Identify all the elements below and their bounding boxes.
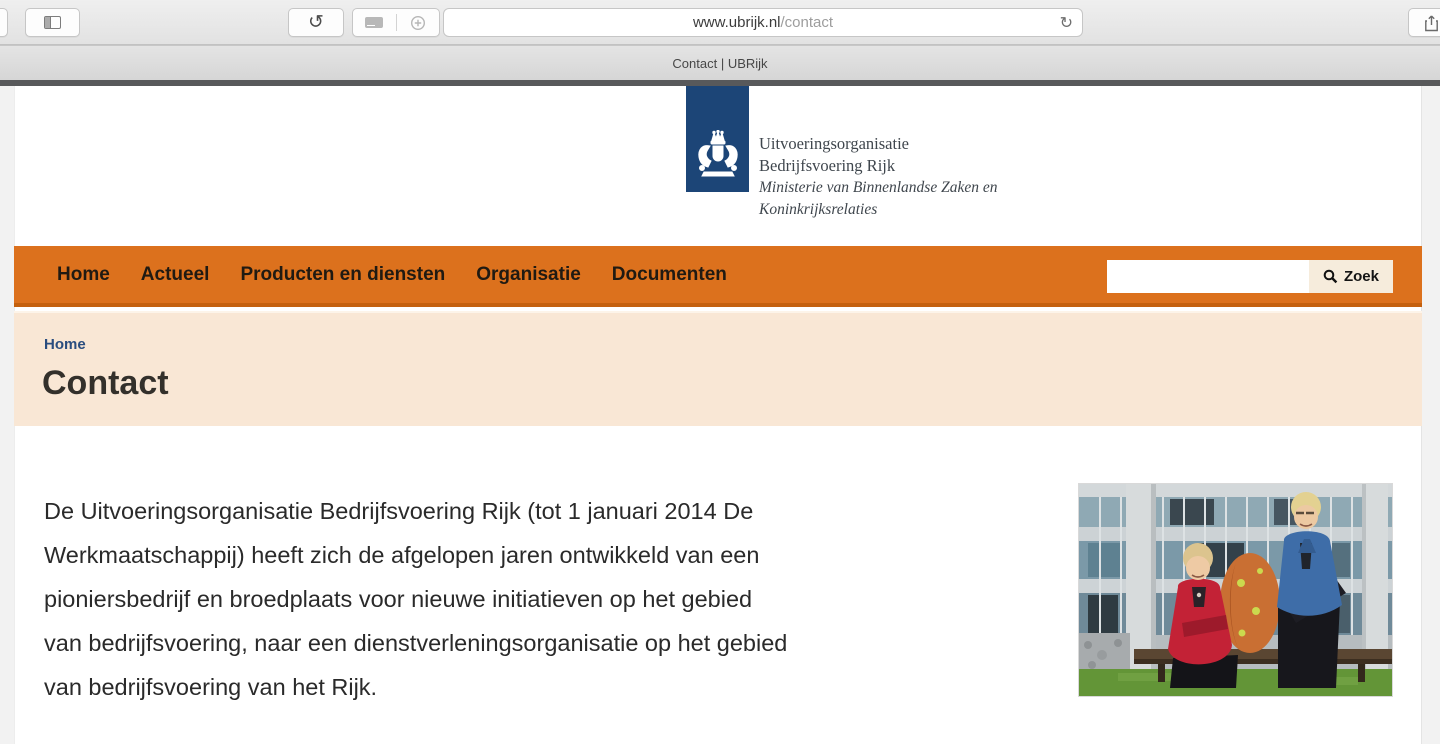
reader-card-icon bbox=[365, 17, 383, 28]
reader-card-button[interactable] bbox=[353, 9, 396, 36]
main-navigation bbox=[14, 246, 1422, 307]
url-host: www.ubrijk.nl bbox=[692, 14, 781, 31]
title-band bbox=[14, 311, 1422, 426]
logo-org-line2: Bedrijfsvoering Rijk bbox=[759, 156, 896, 175]
history-button[interactable] bbox=[288, 8, 344, 37]
search-input[interactable] bbox=[1107, 260, 1309, 293]
magnifier-icon bbox=[1323, 269, 1338, 284]
share-icon bbox=[1424, 14, 1439, 32]
page-title: Contact bbox=[42, 364, 169, 402]
page-refresh-icon[interactable]: ↻ bbox=[1059, 15, 1073, 32]
logo-ministry-line1: Ministerie van Binnenlandse Zaken en bbox=[759, 179, 998, 196]
logo-ministry-line2: Koninkrijksrelaties bbox=[759, 201, 878, 218]
browser-toolbar bbox=[0, 0, 1440, 45]
intro-paragraph bbox=[44, 489, 787, 709]
intro-line: Werkmaatschappij) heeft zich de afgelopen jaren ontwikkeld van een bbox=[44, 542, 760, 568]
nav-item-producten-en-diensten[interactable]: Producten en diensten bbox=[240, 263, 446, 285]
history-back-icon: ↺ bbox=[308, 12, 324, 33]
back-button-partial[interactable] bbox=[0, 8, 8, 37]
tab-bar bbox=[0, 45, 1440, 80]
search-button[interactable] bbox=[1309, 260, 1393, 293]
coat-of-arms-icon bbox=[690, 130, 746, 180]
contact-photo bbox=[1078, 483, 1393, 697]
logo-wordmark bbox=[759, 133, 997, 221]
nav-item-actueel[interactable]: Actueel bbox=[140, 263, 210, 285]
url-path: /contact bbox=[780, 14, 834, 31]
intro-line: pioniersbedrijf en broedplaats voor nieuwe initiatieven op het gebied bbox=[44, 586, 753, 612]
tab-tools-segment bbox=[352, 8, 440, 37]
tab-contact[interactable]: Contact | UBRijk bbox=[672, 55, 768, 71]
intro-line: van bedrijfsvoering, naar een dienstverleningsorganisatie op het gebied bbox=[44, 630, 788, 656]
new-tab-button[interactable] bbox=[396, 9, 439, 36]
address-bar[interactable] bbox=[443, 8, 1083, 37]
nav-item-home[interactable]: Home bbox=[57, 263, 110, 285]
nav-item-organisatie[interactable]: Organisatie bbox=[476, 263, 581, 285]
site-search bbox=[1107, 260, 1393, 293]
circle-plus-icon bbox=[410, 15, 426, 31]
logo-org-line1: Uitvoeringsorganisatie bbox=[759, 134, 909, 153]
intro-line: van bedrijfsvoering van het Rijk. bbox=[44, 674, 378, 700]
nav-menu bbox=[14, 264, 727, 286]
sidebar-toggle-button[interactable] bbox=[25, 8, 80, 37]
intro-line: De Uitvoeringsorganisatie Bedrijfsvoering Rijk (tot 1 januari 2014 De bbox=[44, 498, 754, 524]
rijksoverheid-logo-banner[interactable] bbox=[686, 86, 749, 192]
search-button-label: Zoek bbox=[1343, 268, 1379, 285]
sidebar-toggle-icon bbox=[44, 16, 61, 29]
share-button[interactable] bbox=[1408, 8, 1440, 37]
nav-item-documenten[interactable]: Documenten bbox=[611, 263, 727, 285]
breadcrumb-home-link[interactable]: Home bbox=[44, 336, 86, 353]
